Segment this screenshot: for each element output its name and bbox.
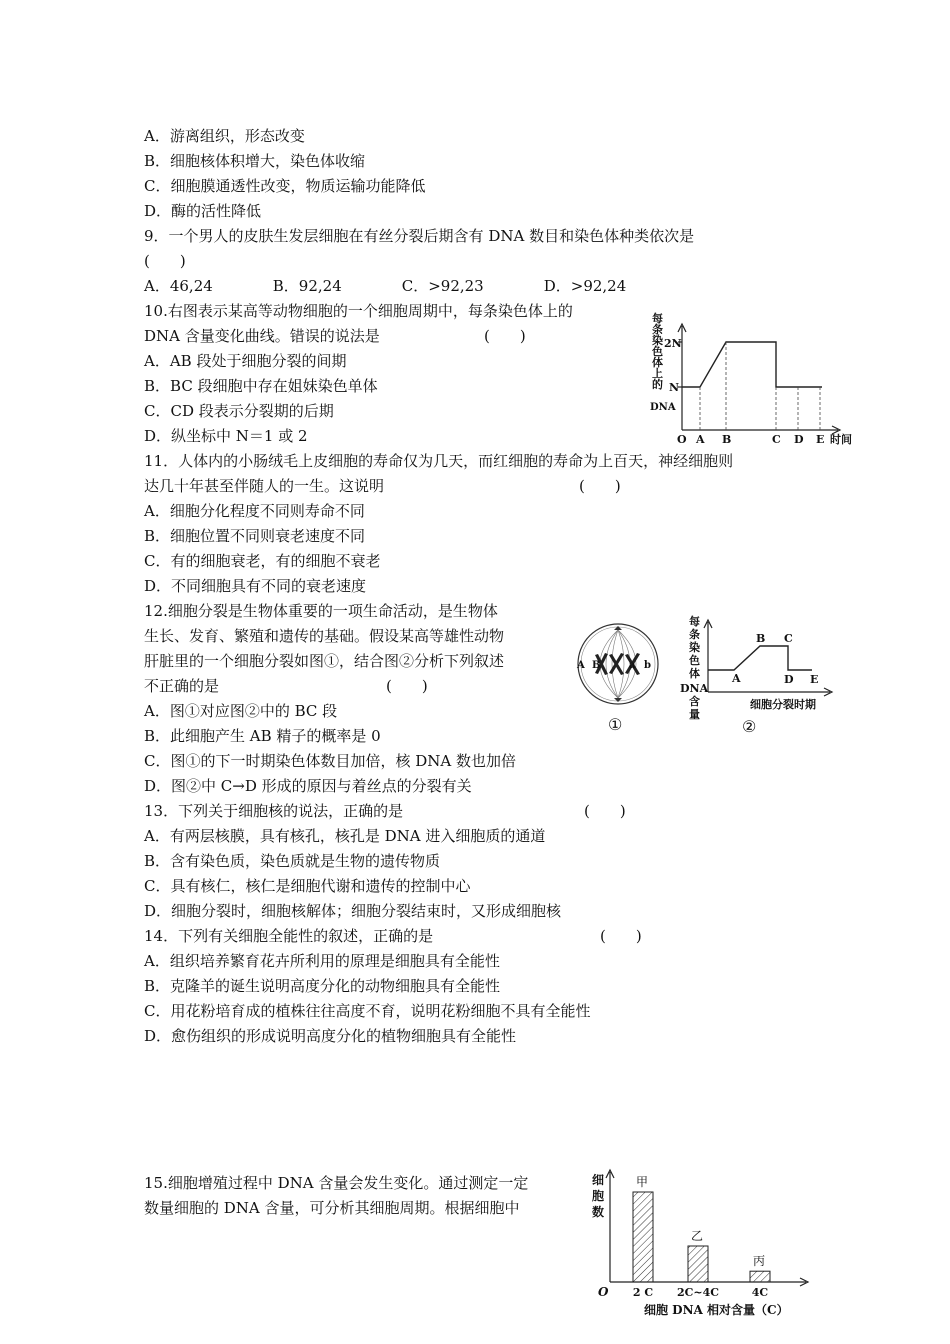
dna-curve <box>708 646 812 670</box>
q8-option-d: D．酶的活性降低 <box>144 202 262 220</box>
q11-option-c: C．有的细胞衰老，有的细胞不衰老 <box>144 552 381 570</box>
bar-name-label: 乙 <box>691 1229 704 1243</box>
x-tick-label: 2C~4C <box>676 1286 720 1299</box>
q15-stem-1: 15.细胞增殖过程中 DNA 含量会发生变化。通过测定一定 <box>144 1174 529 1192</box>
q13-option-d: D．细胞分裂时，细胞核解体；细胞分裂结束时，又形成细胞核 <box>144 902 562 920</box>
q10-option-b: B．BC 段细胞中存在姐妹染色单体 <box>144 377 378 395</box>
figure-caption-1: ① <box>608 715 623 734</box>
q13-option-c: C．具有核仁，核仁是细胞代谢和遗传的控制中心 <box>144 877 471 895</box>
q9-paren: ( ) <box>144 252 186 270</box>
ylabel-char: 条 <box>689 628 700 641</box>
x-tick: O <box>677 433 687 446</box>
q10-stem-1: 10.右图表示某高等动物细胞的一个细胞周期中，每条染色体上的 <box>144 302 573 320</box>
curve-point-label: B <box>756 632 766 645</box>
x-tick: D <box>794 433 804 446</box>
x-tick: E <box>816 433 825 446</box>
curve-point-label: C <box>784 632 793 645</box>
q14-stem: 14．下列有关细胞全能性的叙述，正确的是 ( ) <box>144 927 642 945</box>
ylabel-char: 每 <box>652 312 663 325</box>
answer-paren: ( ) <box>484 327 526 345</box>
ylabel-char: 含 <box>689 695 700 708</box>
q12-option-a: A．图①对应图②中的 BC 段 <box>144 702 338 720</box>
chart-ylabel-char: 细 <box>592 1173 605 1187</box>
bar-name-label: 丙 <box>753 1254 766 1269</box>
chart-xlabel: 细胞 DNA 相对含量（C） <box>644 1303 789 1317</box>
ylabel-char: 每 <box>689 615 700 628</box>
q15-bar-chart <box>588 1164 818 1320</box>
answer-paren: ( ) <box>579 477 621 495</box>
x-tick: C <box>772 433 781 446</box>
q8-option-b: B．细胞核体积增大，染色体收缩 <box>144 152 366 170</box>
q9-options: A．46,24 B．92,24 C．>92,23 D．>92,24 <box>144 277 627 295</box>
chart-ylabel-char: 数 <box>592 1205 605 1219</box>
x-axis-label: 细胞分裂时期 <box>750 698 816 711</box>
x-tick: A <box>696 433 705 446</box>
ylabel-char: 色 <box>689 654 700 667</box>
chart-origin: O <box>598 1285 609 1299</box>
ylabel-char: 上 <box>652 367 663 380</box>
q14-option-d: D．愈伤组织的形成说明高度分化的植物细胞具有全能性 <box>144 1027 517 1045</box>
centriole-top <box>614 626 622 630</box>
gene-label: A <box>577 660 585 671</box>
ylabel-char: 条 <box>652 323 663 336</box>
q11-stem-2: 达几十年甚至伴随人的一生。这说明 ( ) <box>144 477 621 495</box>
q11-option-b: B．细胞位置不同则衰老速度不同 <box>144 527 366 545</box>
centriole-bottom <box>614 698 622 702</box>
q12-option-b: B．此细胞产生 AB 精子的概率是 0 <box>144 727 381 745</box>
gene-label: B <box>592 660 601 671</box>
bar-name-label: 甲 <box>636 1175 649 1189</box>
q14-option-a: A．组织培养繁育花卉所利用的原理是细胞具有全能性 <box>144 952 500 970</box>
q10-option-d: D．纵坐标中 N＝1 或 2 <box>144 427 308 445</box>
curve-point-label: A <box>732 672 741 685</box>
gene-label: b <box>644 660 651 671</box>
ylabel-dna: DNA <box>680 682 709 695</box>
q15-stem-2: 数量细胞的 DNA 含量，可分析其细胞周期。根据细胞中 <box>144 1199 520 1217</box>
chart-ylabel-char: 胞 <box>592 1189 605 1203</box>
q13-option-a: A．有两层核膜，具有核孔，核孔是 DNA 进入细胞质的通道 <box>144 827 546 845</box>
bar-3 <box>750 1271 770 1282</box>
q8-option-a: A．游离组织，形态改变 <box>144 127 305 145</box>
q11-option-d: D．不同细胞具有不同的衰老速度 <box>144 577 367 595</box>
q10-dna-curve-figure <box>640 308 870 450</box>
q13-option-b: B．含有染色质，染色质就是生物的遗传物质 <box>144 852 441 870</box>
bar-1 <box>633 1192 653 1282</box>
q10-option-a: A．AB 段处于细胞分裂的间期 <box>144 352 347 370</box>
q11-stem-1: 11．人体内的小肠绒毛上皮细胞的寿命仅为几天，而红细胞的寿命为上百天，神经细胞则 <box>144 452 734 470</box>
x-tick-label: 2 C <box>632 1286 654 1299</box>
answer-paren: ( ) <box>386 677 428 695</box>
q12-stem-2: 生长、发育、繁殖和遗传的基础。假设某高等雄性动物 <box>144 627 505 645</box>
dna-curve <box>682 342 822 387</box>
ylabel-char: 量 <box>689 708 700 721</box>
bar-2 <box>688 1246 708 1282</box>
ylabel-char: 体 <box>689 667 700 680</box>
q14-option-c: C．用花粉培育成的植株往往高度不育，说明花粉细胞不具有全能性 <box>144 1002 591 1020</box>
q12-curve-figure <box>680 612 840 738</box>
q10-option-c: C．CD 段表示分裂期的后期 <box>144 402 334 420</box>
q8-option-c: C．细胞膜通透性改变，物质运输功能降低 <box>144 177 426 195</box>
x-tick-label: 4C <box>751 1286 769 1299</box>
gene-label: a <box>629 660 636 671</box>
q14-option-b: B．克隆羊的诞生说明高度分化的动物细胞具有全能性 <box>144 977 501 995</box>
q9-stem: 9．一个男人的皮肤生发层细胞在有丝分裂后期含有 DNA 数目和染色体种类依次是 <box>144 227 695 245</box>
q12-stem-3: 肝脏里的一个细胞分裂如图①，结合图②分析下列叙述 <box>144 652 505 670</box>
q12-option-d: D．图②中 C→D 形成的原因与着丝点的分裂有关 <box>144 777 472 795</box>
answer-paren: ( ) <box>584 802 626 820</box>
answer-paren: ( ) <box>600 927 642 945</box>
x-tick: B <box>722 433 732 446</box>
ylabel-char: 色 <box>652 345 663 358</box>
q12-cell-figure <box>572 622 668 738</box>
curve-point-label: D <box>784 673 794 686</box>
y-tick-2n: 2N <box>664 337 682 350</box>
q12-stem-4: 不正确的是 ( ) <box>144 677 428 695</box>
y-tick-n: N <box>669 381 680 394</box>
ylabel-dna: DNA <box>650 402 676 413</box>
q11-option-a: A．细胞分化程度不同则寿命不同 <box>144 502 365 520</box>
q12-stem-1: 12.细胞分裂是生物体重要的一项生命活动，是生物体 <box>144 602 498 620</box>
ylabel-char: 染 <box>689 641 700 654</box>
ylabel-char: 的 <box>652 378 663 391</box>
q10-stem-2: DNA 含量变化曲线。错误的说法是 ( ) <box>144 327 526 345</box>
figure-caption-2: ② <box>742 717 757 736</box>
q12-option-c: C．图①的下一时期染色体数目加倍，核 DNA 数也加倍 <box>144 752 516 770</box>
curve-point-label: E <box>810 673 819 686</box>
ylabel-char: 染 <box>652 334 663 347</box>
q13-stem: 13．下列关于细胞核的说法，正确的是 ( ) <box>144 802 626 820</box>
x-axis-label: 时间 <box>830 433 852 446</box>
ylabel-char: 体 <box>652 356 663 369</box>
